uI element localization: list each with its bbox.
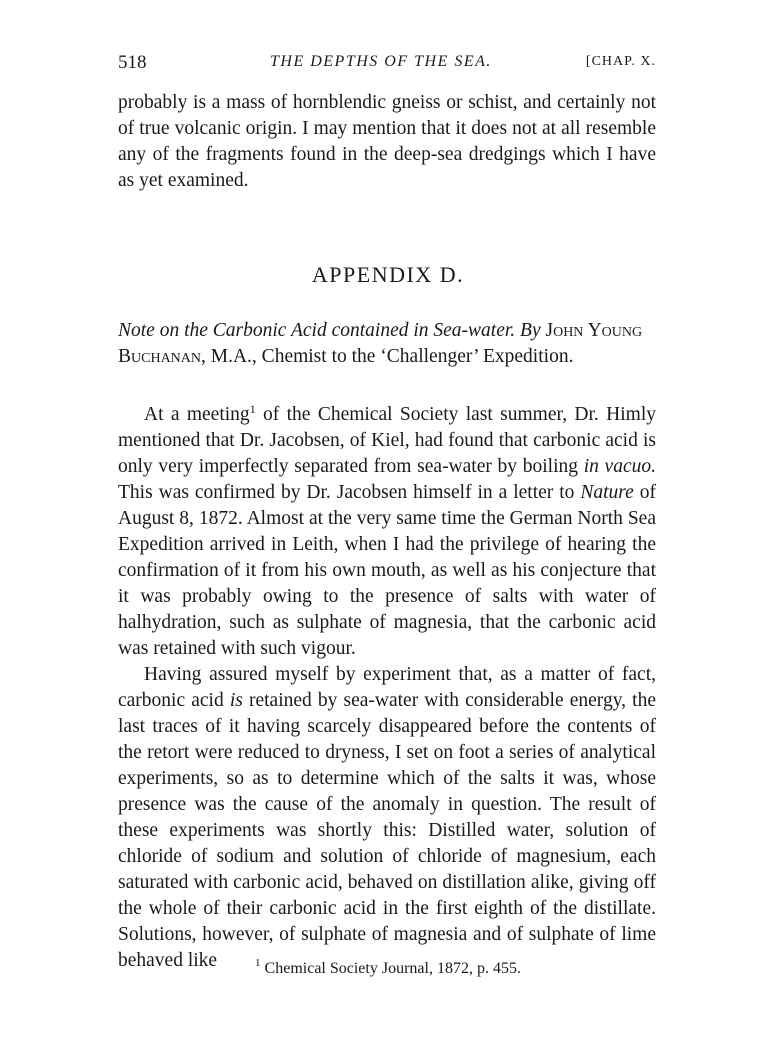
note-title: Note on the Carbonic Acid contained in Sea-water. — [118, 320, 516, 341]
footnote-text: Chemical Society Journal, 1872, p. 455. — [260, 960, 521, 977]
chapter-label: [CHAP. X. — [585, 54, 656, 69]
appendix-title: APPENDIX D. — [311, 262, 465, 287]
continuation-paragraph — [118, 90, 656, 194]
note-author: John Young Buchanan — [118, 320, 643, 367]
book-title: THE DEPTHS OF THE SEA. — [270, 53, 492, 70]
note-heading — [118, 318, 656, 370]
paragraph-1: At a meeting$^1$ of the Chemical Society last summer, Dr. Himly mentioned that Dr. Jacobsen, of Kiel, had found that carbonic acid is only very imperfectly separated from sea-water by boiling in vacuo. This was confirmed by Dr. Jacobsen himself in a letter to Nature of August 8, 1872. Almost at the very same time the German North Sea Expedition arrived in Leith, when I had the privilege of hearing the confirmation of it from his own mouth, as well as his conjecture that it was probably owing to the presence of salts with water of halhydration, such as sulphate of magnesia, that the carbonic acid was retained with such vigour. — [118, 402, 657, 659]
note-author-credentials: , M.A., Chemist to the ‘Challenger’ Expedition. — [201, 346, 574, 367]
footnote — [0, 957, 776, 978]
paragraph-2: Having assured myself by experiment that, as a matter of fact, carbonic acid is retained by sea-water with considerable energy, the last traces of it having scarcely disappeared before the contents of the retort were reduced to dryness, I set on foot a series of analytical experiments, so as to determine which of the salts it was, whose presence was the cause of the anomaly in question. The result of these experiments was shortly this: Distilled water, solution of chloride of sodium and solution of chloride of magnesium, each saturated with carbonic acid, behaved on distillation alike, giving off the whole of their carbonic acid in the first eighth of the distillate. Solutions, however, of sulphate of magnesia and of sulphate of lime behaved like — [118, 664, 656, 971]
running-head — [118, 52, 656, 76]
continuation-text: probably is a mass of hornblendic gneiss or schist, and certainly not of true volcanic origin. I may mention that it does not at all resemble any of the fragments found in the deep-sea dredgings which I have as yet examined. — [118, 92, 656, 191]
note-by: By — [520, 320, 541, 341]
footnote-ref: 1 — [249, 402, 256, 416]
footnote-mark: 1 — [255, 957, 261, 969]
page-number: 518 — [118, 52, 147, 73]
appendix-body — [118, 402, 656, 974]
